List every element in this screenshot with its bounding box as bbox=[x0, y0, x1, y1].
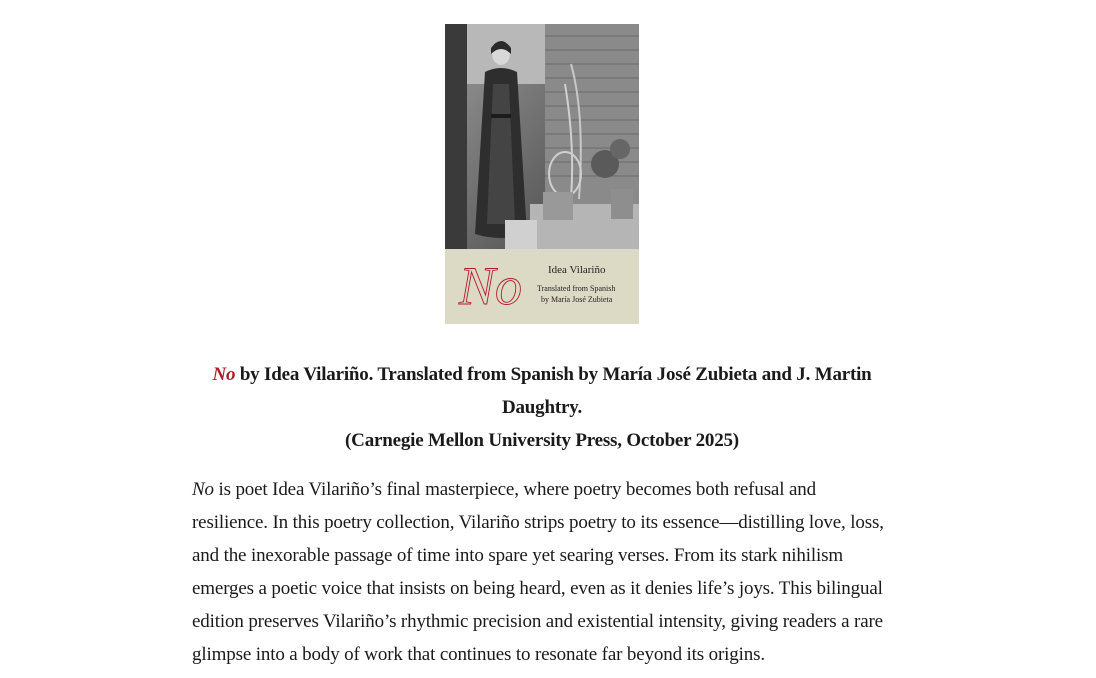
cover-subtitle-line1: Translated from Spanish bbox=[537, 284, 616, 293]
cover-author: Idea Vilariño bbox=[548, 264, 606, 276]
book-description bbox=[192, 473, 896, 671]
description-text: is poet Idea Vilariño’s final masterpiece, where poetry becomes both refusal and resilience. In this poetry collection, Vilariño strips poetry to its essence—distilling love, loss, and the inexorable passage of time into spare yet searing verses. From its stark nihilism emerges a poetic voice that insists on being heard, even as it denies life’s joys. This bilingual edition preserves Vilariño’s rhythmic precision and existential intensity, giving readers a rare glimpse into a body of work that continues to resonate far beyond its origins. bbox=[192, 479, 884, 665]
book-cover-image bbox=[445, 24, 639, 324]
description-book-title: No bbox=[192, 479, 214, 500]
caption-book-title: No bbox=[212, 364, 236, 385]
caption-byline: by Idea Vilariño. Translated from Spanish by María José Zubieta and J. Martin Daughtry. bbox=[235, 364, 872, 418]
cover-title: No bbox=[459, 256, 523, 316]
cover-subtitle-line2: by María José Zubieta bbox=[541, 295, 613, 304]
caption-publisher: (Carnegie Mellon University Press, October 2025) bbox=[345, 430, 739, 451]
book-caption bbox=[192, 358, 892, 457]
